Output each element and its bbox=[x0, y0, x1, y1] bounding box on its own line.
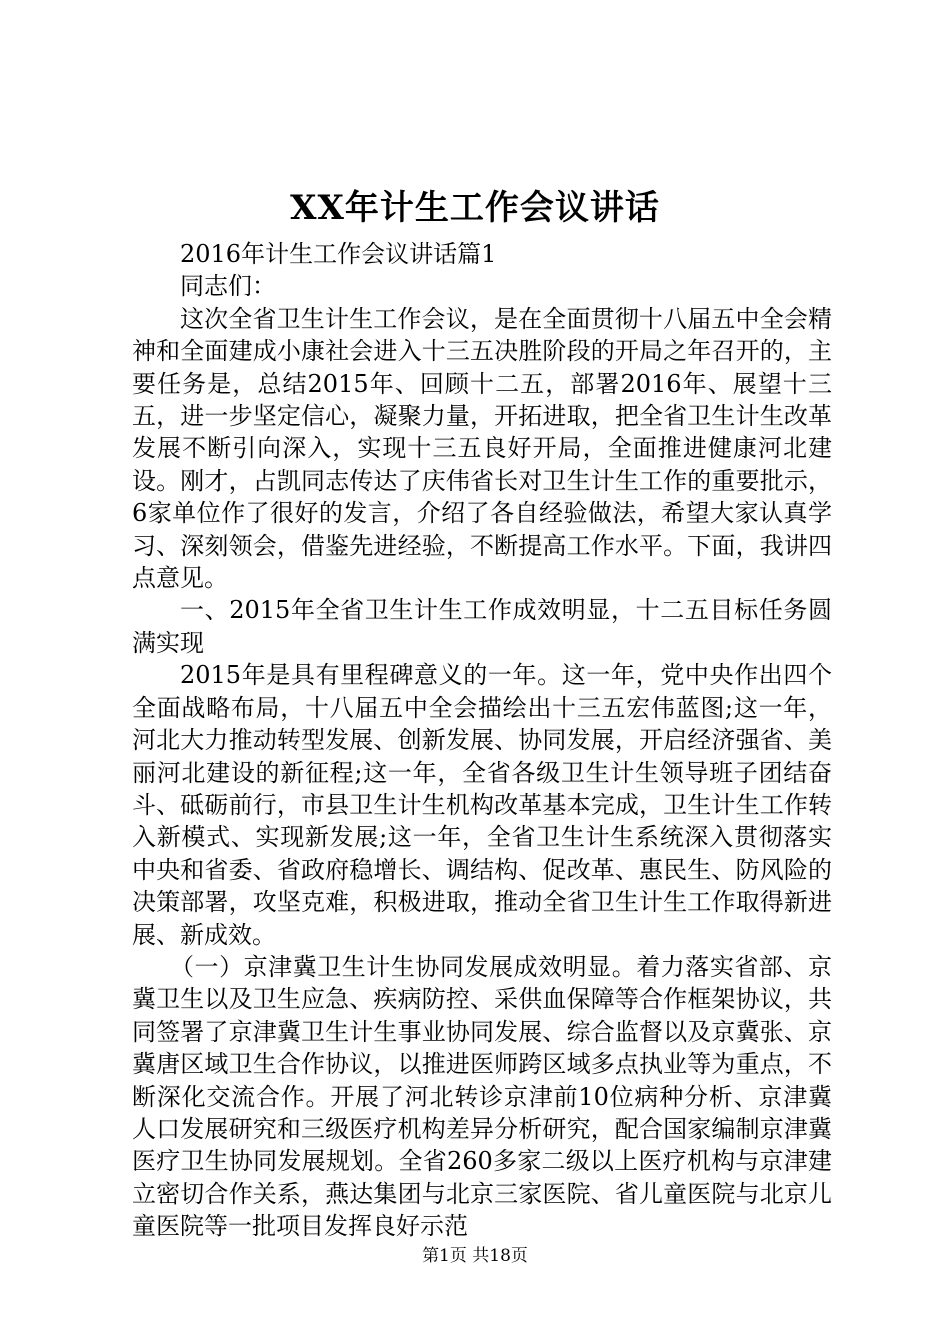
body-paragraph: 这次全省卫生计生工作会议，是在全面贯彻十八届五中全会精神和全面建成小康社会进入十三五决胜阶段的开局之年召开的，主要任务是，总结2015年、回顾十二五，部署2016年、展望十三五，进一步坚定信心，凝聚力量，开拓进取，把全省卫生计生改革发展不断引向深入，实现十三五良好开局，全面推进健康河北建设。刚才，占凯同志传达了庆伟省长对卫生计生工作的重要批示，6家单位作了很好的发言，介绍了各自经验做法，希望大家认真学习、深刻领会，借鉴先进经验，不断提高工作水平。下面，我讲四点意见。 bbox=[132, 304, 832, 593]
subtitle-paragraph: 2016年计生工作会议讲话篇1 bbox=[180, 240, 497, 268]
body-paragraph: 2015年是具有里程碑意义的一年。这一年，党中央作出四个全面战略布局，十八届五中全会描绘出十三五宏伟蓝图;这一年，河北大力推动转型发展、创新发展、协同发展，开启经济强省、美丽河北建设的新征程;这一年，全省各级卫生计生领导班子团结奋斗、砥砺前行，市县卫生计生机构改革基本完成，卫生计生工作转入新模式、实现新发展;这一年，全省卫生计生系统深入贯彻落实中央和省委、省政府稳增长、调结构、促改革、惠民生、防风险的决策部署，攻坚克难，积极进取，推动全省卫生计生工作取得新进展、新成效。 bbox=[132, 661, 832, 949]
salutation-paragraph: 同志们： bbox=[180, 272, 276, 301]
document-body bbox=[132, 238, 832, 1243]
document-title: XX年计生工作会议讲话 bbox=[290, 188, 660, 228]
section-heading: 一、2015年全省卫生计生工作成效明显，十二五目标任务圆满实现 bbox=[132, 596, 832, 657]
body-paragraph: （一）京津冀卫生计生协同发展成效明显。着力落实省部、京冀卫生以及卫生应急、疾病防控、采供血保障等合作框架协议，共同签署了京津冀卫生计生事业协同发展、综合监督以及京冀张、京冀唐区域卫生合作协议，以推进医师跨区域多点执业等为重点，不断深化交流合作。开展了河北转诊京津前10位病种分析、京津冀人口发展研究和三级医疗机构差异分析研究，配合国家编制京津冀医疗卫生协同发展规划。全省260多家二级以上医疗机构与京津建立密切合作关系，燕达集团与北京三家医院、省儿童医院与北京儿童医院等一批项目发挥良好示范 bbox=[132, 952, 832, 1241]
page-footer: 第1页 共18页 bbox=[422, 1246, 528, 1266]
